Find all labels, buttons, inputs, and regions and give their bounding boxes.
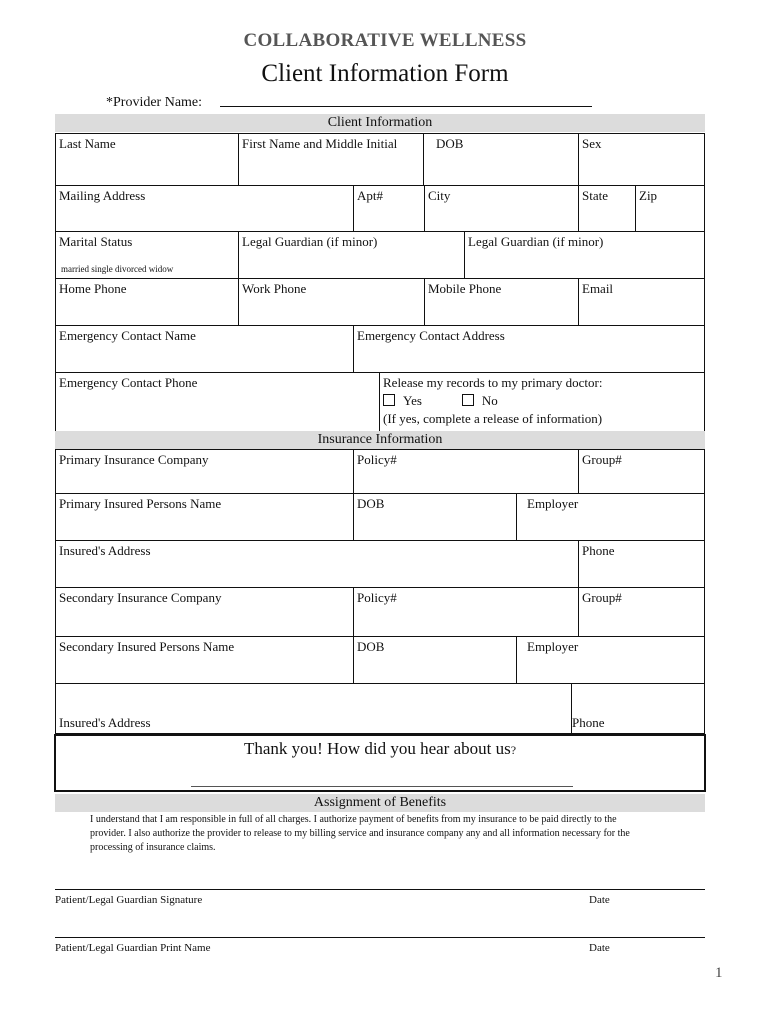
signature-label: Patient/Legal Guardian Signature	[55, 894, 203, 906]
benefits-statement: I understand that I am responsible in full of all charges. I authorize payment of benefits from my insurance to be paid directly to the provider. I also authorize the provider to release to my billing service and insurance company any and all information necessary for the processing of insurance claims.	[90, 814, 630, 853]
emergency-contact-name-field[interactable]	[55, 325, 354, 373]
first-name-label: First Name and Middle Initial	[242, 136, 398, 151]
emergency-contact-address-field[interactable]	[353, 325, 705, 373]
legal-guardian-label-1: Legal Guardian (if minor)	[242, 234, 378, 249]
emergency-contact-name-label: Emergency Contact Name	[59, 328, 196, 343]
work-phone-field[interactable]	[238, 278, 425, 326]
zip-field[interactable]	[635, 185, 705, 232]
mobile-phone-label: Mobile Phone	[428, 281, 502, 296]
sex-label: Sex	[582, 136, 602, 151]
primary-insured-name-label: Primary Insured Persons Name	[59, 496, 222, 511]
organization-name: COLLABORATIVE WELLNESS	[243, 30, 527, 51]
policy-label-2: Policy#	[357, 590, 397, 605]
print-name-line[interactable]	[55, 937, 705, 938]
state-label: State	[582, 188, 608, 203]
legal-guardian-field-1[interactable]	[238, 231, 465, 279]
employer-label-2: Employer	[527, 639, 579, 654]
work-phone-label: Work Phone	[242, 281, 307, 296]
marital-status-label: Marital Status	[59, 234, 133, 249]
dob-field[interactable]	[423, 133, 579, 186]
print-name-date-label: Date	[589, 942, 610, 954]
release-question: Release my records to my primary doctor:	[383, 375, 603, 390]
last-name-label: Last Name	[59, 136, 116, 151]
release-options	[383, 392, 701, 410]
emergency-contact-phone-label: Emergency Contact Phone	[59, 375, 198, 390]
page-number: 1	[715, 965, 723, 981]
email-label: Email	[582, 281, 614, 296]
group-label-2: Group#	[582, 590, 622, 605]
home-phone-label: Home Phone	[59, 281, 127, 296]
provider-name-label: *Provider Name:	[106, 95, 203, 110]
city-label: City	[428, 188, 451, 203]
state-field[interactable]	[578, 185, 636, 232]
policy-label-1: Policy#	[357, 452, 397, 467]
policy-field-1[interactable]	[353, 449, 579, 494]
insurance-info-header: Insurance Information	[55, 431, 705, 449]
signature-line[interactable]	[55, 889, 705, 890]
mobile-phone-field[interactable]	[424, 278, 579, 326]
referral-question-mark: ?	[510, 743, 517, 757]
print-name-label: Patient/Legal Guardian Print Name	[55, 942, 211, 954]
dob-field-insured-2[interactable]	[353, 636, 517, 684]
first-name-field[interactable]	[238, 133, 424, 186]
dob-label: DOB	[436, 136, 464, 151]
primary-insurance-company-label: Primary Insurance Company	[59, 452, 209, 467]
phone-field-insured-2[interactable]	[571, 683, 705, 734]
policy-field-2[interactable]	[353, 587, 579, 637]
release-no-label: No	[481, 393, 498, 408]
insured-address-field-2[interactable]	[55, 683, 572, 734]
city-field[interactable]	[424, 185, 579, 232]
referral-answer-line[interactable]	[191, 786, 573, 787]
dob-label-insured-2: DOB	[357, 639, 385, 654]
home-phone-field[interactable]	[55, 278, 239, 326]
sex-field[interactable]	[578, 133, 705, 186]
emergency-contact-phone-field[interactable]	[55, 372, 380, 432]
provider-name-field[interactable]	[220, 106, 592, 107]
assignment-of-benefits-header: Assignment of Benefits	[55, 794, 705, 812]
legal-guardian-field-2[interactable]	[464, 231, 705, 279]
group-field-1[interactable]	[578, 449, 705, 494]
apt-field[interactable]	[353, 185, 425, 232]
emergency-contact-address-label: Emergency Contact Address	[357, 328, 505, 343]
release-yes-checkbox[interactable]	[383, 394, 395, 406]
secondary-insured-name-label: Secondary Insured Persons Name	[59, 639, 235, 654]
employer-label-1: Employer	[527, 496, 579, 511]
release-no-checkbox[interactable]	[462, 394, 474, 406]
phone-label-insured-1: Phone	[582, 543, 615, 558]
client-info-header: Client Information	[55, 114, 705, 132]
secondary-insured-name-field[interactable]	[55, 636, 354, 684]
insured-address-label-1: Insured's Address	[59, 543, 151, 558]
dob-label-insured-1: DOB	[357, 496, 385, 511]
group-label-1: Group#	[582, 452, 622, 467]
release-records-box	[379, 372, 705, 432]
zip-label: Zip	[639, 188, 658, 203]
marital-status-field[interactable]	[55, 231, 239, 279]
employer-field-1[interactable]	[516, 493, 705, 541]
signature-date-label: Date	[589, 894, 610, 906]
marital-options: married single divorced widow	[61, 264, 174, 274]
insured-address-field-1[interactable]	[55, 540, 579, 588]
employer-field-2[interactable]	[516, 636, 705, 684]
release-note: (If yes, complete a release of information)	[383, 411, 603, 426]
phone-field-insured-1[interactable]	[578, 540, 705, 588]
form-title: Client Information Form	[261, 60, 509, 87]
secondary-insurance-company-field[interactable]	[55, 587, 354, 637]
email-field[interactable]	[578, 278, 705, 326]
referral-source-box[interactable]	[54, 734, 706, 792]
legal-guardian-label-2: Legal Guardian (if minor)	[468, 234, 604, 249]
insured-address-label-2: Insured's Address	[59, 715, 151, 730]
last-name-field[interactable]	[55, 133, 239, 186]
secondary-insurance-company-label: Secondary Insurance Company	[59, 590, 222, 605]
primary-insurance-company-field[interactable]	[55, 449, 354, 494]
group-field-2[interactable]	[578, 587, 705, 637]
referral-question	[56, 739, 704, 759]
release-yes-label: Yes	[403, 393, 422, 408]
mailing-address-label: Mailing Address	[59, 188, 146, 203]
primary-insured-name-field[interactable]	[55, 493, 354, 541]
phone-label-insured-2: Phone	[572, 715, 605, 730]
apt-label: Apt#	[357, 188, 383, 203]
dob-field-insured-1[interactable]	[353, 493, 517, 541]
mailing-address-field[interactable]	[55, 185, 354, 232]
referral-question-text: Thank you! How did you hear about us	[243, 739, 511, 758]
